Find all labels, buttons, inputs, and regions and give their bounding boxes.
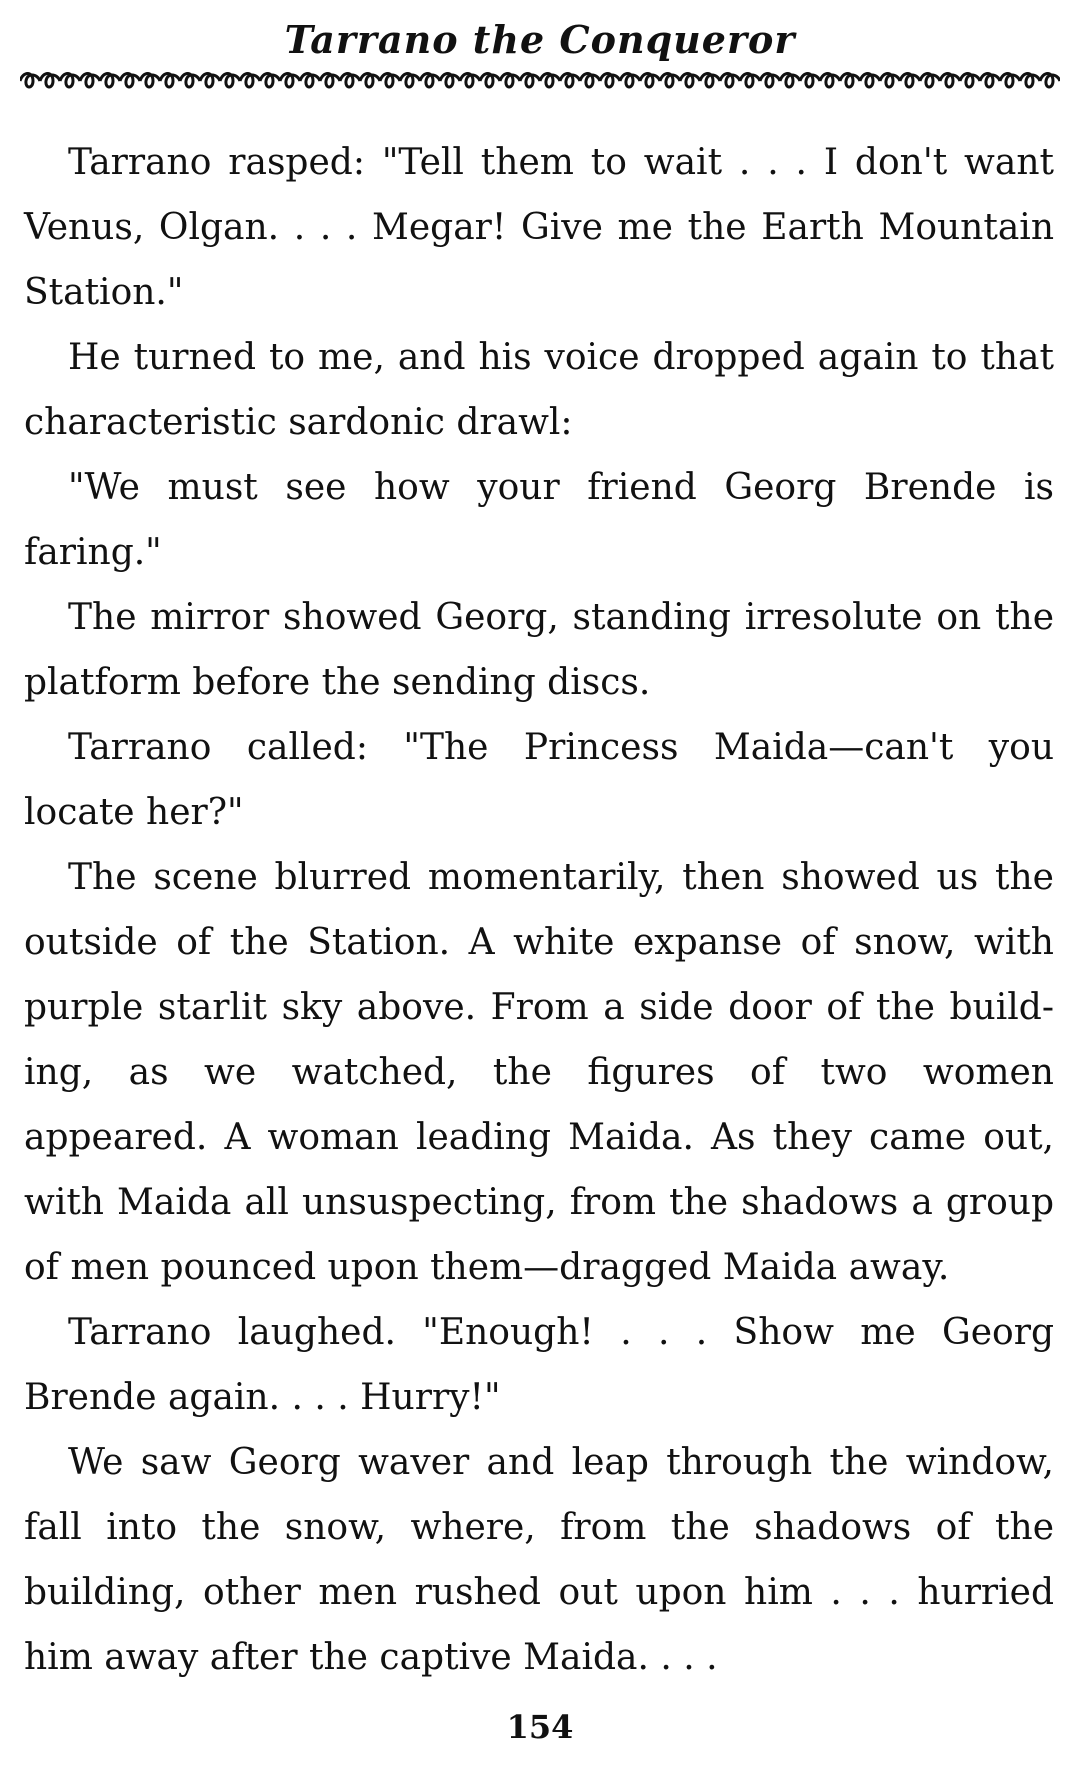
paragraph: The scene blurred momentarily, then showed us the outside of the Station. A white expanse of snow, with purple starlit sky above. From a side door of the building, as we watched, the figures of two women appeared. A woman leading Maida. As they came out, with Maida all unsuspecting, from the shadows a group of men pounced upon them—dragged Maida away.	[24, 857, 1054, 1288]
paragraph: Tarrano called: "The Princess Maida—can't you locate her?"	[24, 727, 1054, 833]
paragraph: Tarrano rasped: "Tell them to wait . . . I don't want Venus, Olgan. . . . Megar! Give me the Earth Mountain Station."	[24, 142, 1054, 313]
body-text	[24, 130, 1054, 1690]
running-title: Tarrano the Conqueror	[284, 17, 796, 62]
paragraph: Tarrano laughed. "Enough! . . . Show me Georg Brende again. . . . Hurry!"	[24, 1312, 1054, 1418]
paragraph: He turned to me, and his voice dropped again to that characteristic sardonic drawl:	[24, 337, 1054, 443]
paragraph: We saw Georg waver and leap through the window, fall into the snow, where, from the shadows of the building, other men rushed out upon him . . . hurried him away after the captive Maida. . . .	[24, 1442, 1054, 1678]
ornamental-rule	[20, 68, 1060, 94]
paragraph: "We must see how your friend Georg Brende is faring."	[24, 467, 1054, 573]
paragraph: The mirror showed Georg, standing irresolute on the platform before the sending discs.	[24, 597, 1054, 703]
page-number: 154	[506, 1708, 574, 1746]
